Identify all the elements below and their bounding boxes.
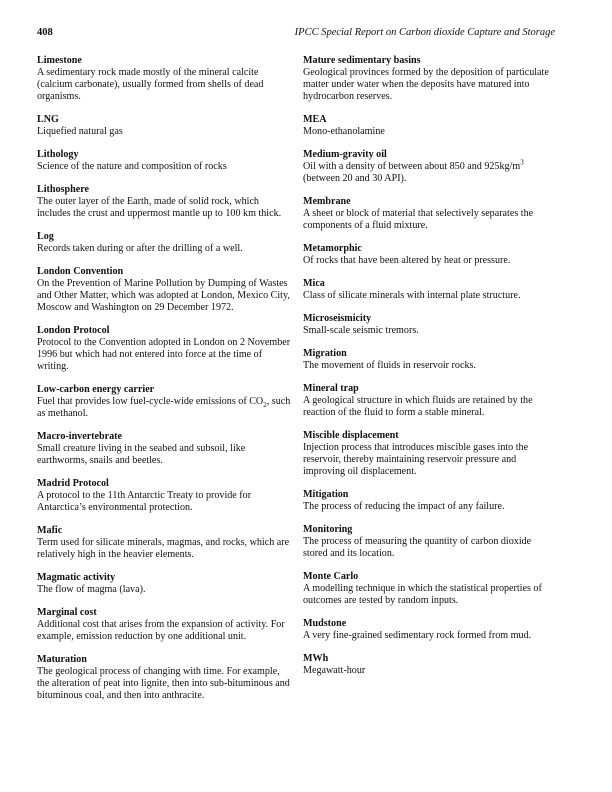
glossary-entry bbox=[37, 55, 292, 103]
glossary-definition: Protocol to the Convention adopted in London on 2 November 1996 but which had not entered into force at the time of writing. bbox=[37, 337, 291, 372]
glossary-entry bbox=[303, 114, 555, 138]
definition-text: Fuel that provides low fuel-cycle-wide emissions of CO bbox=[37, 396, 264, 407]
definition-text: Oil with a density of between about 850 and 925kg/m bbox=[303, 161, 521, 172]
glossary-entry bbox=[303, 653, 555, 677]
glossary-term: Mature sedimentary basins bbox=[303, 55, 421, 66]
glossary-entry bbox=[37, 478, 292, 514]
glossary-entry bbox=[303, 571, 555, 607]
glossary-entry bbox=[37, 325, 292, 373]
glossary-entry bbox=[37, 607, 292, 643]
glossary-term: Madrid Protocol bbox=[37, 478, 109, 489]
glossary-definition: Mono-ethanolamine bbox=[303, 126, 385, 137]
glossary-entry bbox=[37, 384, 292, 420]
glossary-entry bbox=[303, 196, 555, 232]
glossary-term: Migration bbox=[303, 348, 347, 359]
glossary-term: Log bbox=[37, 231, 54, 242]
glossary-entry bbox=[303, 243, 555, 267]
glossary-term: MEA bbox=[303, 114, 327, 125]
glossary-definition: Class of silicate minerals with internal plate structure. bbox=[303, 290, 521, 301]
glossary-entry bbox=[37, 114, 292, 138]
glossary-term: Maturation bbox=[37, 654, 87, 665]
glossary-definition: A geological structure in which fluids are retained by the reaction of the fluid to form a stable mineral. bbox=[303, 395, 533, 418]
definition-text: (between 20 and 30 API). bbox=[303, 173, 407, 184]
glossary-definition bbox=[37, 396, 292, 420]
glossary-entry bbox=[303, 149, 555, 185]
glossary-entry bbox=[303, 278, 555, 302]
glossary-term: Marginal cost bbox=[37, 607, 97, 618]
glossary-definition: A very fine-grained sedimentary rock formed from mud. bbox=[303, 630, 532, 641]
glossary-term: Lithology bbox=[37, 149, 79, 160]
glossary-entry bbox=[303, 524, 555, 560]
glossary-term: Microseismicity bbox=[303, 313, 372, 324]
glossary-entry bbox=[37, 654, 292, 702]
glossary-term: Mica bbox=[303, 278, 325, 289]
glossary-term: Mudstone bbox=[303, 618, 347, 629]
glossary-definition: The movement of fluids in reservoir rocks. bbox=[303, 360, 476, 371]
glossary-definition: Small creature living in the seabed and subsoil, like earthworms, snails and beetles. bbox=[37, 443, 246, 466]
glossary-definition: Geological provinces formed by the deposition of particulate matter under water when the deposits have matured into hydrocarbon reserves. bbox=[303, 67, 549, 102]
glossary-term: Miscible displacement bbox=[303, 430, 399, 441]
glossary-definition: Of rocks that have been altered by heat or pressure. bbox=[303, 255, 511, 266]
superscript: 3 bbox=[520, 158, 524, 167]
glossary-entry bbox=[37, 572, 292, 596]
glossary-term: MWh bbox=[303, 653, 329, 664]
glossary-entry bbox=[303, 348, 555, 372]
glossary-term: Macro-invertebrate bbox=[37, 431, 123, 442]
glossary-definition: Term used for silicate minerals, magmas, and rocks, which are relatively high in the heavier elements. bbox=[37, 537, 290, 560]
glossary-entry bbox=[37, 149, 292, 173]
glossary-definition: Small-scale seismic tremors. bbox=[303, 325, 419, 336]
glossary-term: Magmatic activity bbox=[37, 572, 116, 583]
glossary-definition: Additional cost that arises from the expansion of activity. For example, emission reduction by one additional unit. bbox=[37, 619, 285, 642]
glossary-entry bbox=[37, 266, 292, 314]
glossary-term: Lithosphere bbox=[37, 184, 89, 195]
glossary-term: London Protocol bbox=[37, 325, 110, 336]
glossary-term: LNG bbox=[37, 114, 59, 125]
glossary-entry bbox=[303, 383, 555, 419]
glossary-entry bbox=[303, 489, 555, 513]
glossary-definition: A sheet or block of material that selectively separates the components of a fluid mixture. bbox=[303, 208, 534, 231]
glossary-definition: The flow of magma (lava). bbox=[37, 584, 146, 595]
glossary-definition: A sedimentary rock made mostly of the mineral calcite (calcium carbonate), usually formed from shells of dead organisms. bbox=[37, 67, 264, 102]
glossary-entry bbox=[37, 231, 292, 255]
glossary-term: London Convention bbox=[37, 266, 124, 277]
glossary-left-column bbox=[37, 55, 292, 713]
glossary-definition: Records taken during or after the drilling of a well. bbox=[37, 243, 243, 254]
glossary-entry bbox=[303, 618, 555, 642]
glossary-definition: Injection process that introduces miscible gases into the reservoir, thereby maintaining reservoir pressure and improving oil displacement. bbox=[303, 442, 529, 477]
glossary-term: Monte Carlo bbox=[303, 571, 359, 582]
glossary-term: Mitigation bbox=[303, 489, 349, 500]
page-number: 408 bbox=[37, 27, 53, 38]
glossary-definition: The geological process of changing with time. For example, the alteration of peat into lignite, then into sub-bituminous and bituminous coal, and then into anthracite. bbox=[37, 666, 290, 701]
glossary-entry bbox=[303, 55, 555, 103]
glossary-entry bbox=[37, 525, 292, 561]
glossary-entry bbox=[37, 184, 292, 220]
glossary-definition: Megawatt-hour bbox=[303, 665, 366, 676]
glossary-term: Mafic bbox=[37, 525, 63, 536]
glossary-term: Membrane bbox=[303, 196, 351, 207]
glossary-definition: The process of measuring the quantity of carbon dioxide stored and its location. bbox=[303, 536, 532, 559]
glossary-definition: A protocol to the 11th Antarctic Treaty to provide for Antarctica’s environmental protection. bbox=[37, 490, 252, 513]
running-title: IPCC Special Report on Carbon dioxide Capture and Storage bbox=[294, 27, 555, 38]
glossary-entry bbox=[303, 430, 555, 478]
glossary-definition: Liquefied natural gas bbox=[37, 126, 123, 137]
glossary-term: Metamorphic bbox=[303, 243, 362, 254]
glossary-term: Limestone bbox=[37, 55, 82, 66]
glossary-term: Medium-gravity oil bbox=[303, 149, 387, 160]
glossary-right-column bbox=[303, 55, 555, 688]
glossary-term: Low-carbon energy carrier bbox=[37, 384, 155, 395]
glossary-definition bbox=[303, 158, 555, 185]
glossary-term: Mineral trap bbox=[303, 383, 359, 394]
glossary-entry bbox=[303, 313, 555, 337]
glossary-definition: Science of the nature and composition of rocks bbox=[37, 161, 227, 172]
definition-text: , such as methanol. bbox=[37, 396, 291, 419]
glossary-definition: A modelling technique in which the statistical properties of outcomes are tested by random inputs. bbox=[303, 583, 542, 606]
glossary-definition: The process of reducing the impact of any failure. bbox=[303, 501, 505, 512]
glossary-definition: The outer layer of the Earth, made of solid rock, which includes the crust and uppermost mantle up to 100 km thick. bbox=[37, 196, 282, 219]
glossary-definition: On the Prevention of Marine Pollution by Dumping of Wastes and Other Matter, which was adopted at London, Mexico City, Moscow and Washington on 29 December 1972. bbox=[37, 278, 290, 313]
glossary-term: Monitoring bbox=[303, 524, 353, 535]
glossary-entry bbox=[37, 431, 292, 467]
subscript: 2 bbox=[263, 401, 267, 410]
